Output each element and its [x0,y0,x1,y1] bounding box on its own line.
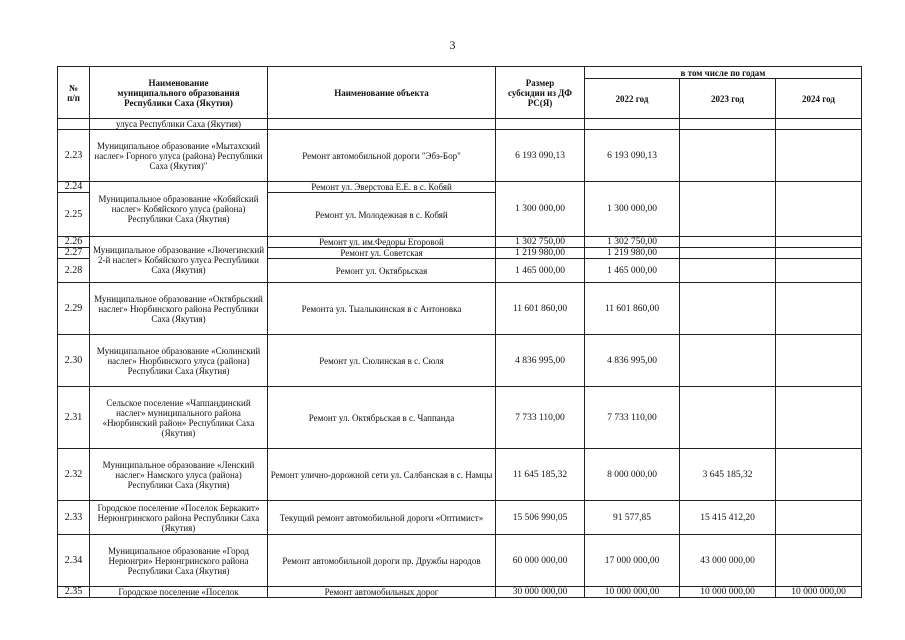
row-number: 2.33 [58,501,90,535]
object-cell: Ремонт ул. Октябрьская в с. Чаппанда [268,387,496,449]
object-cell: Ремонт ул. Молодежная в с. Кобяй [268,193,496,237]
row-number: 2.27 [58,248,90,259]
year-2023-cell [680,283,776,335]
table-row [58,182,862,193]
object-cell: Ремонт улично-дорожной сети ул. Салбанская в с. Намцы [268,449,496,501]
year-2024-cell [776,237,862,248]
year-2023-cell [680,259,776,283]
subsidy-total-cell: 1 300 000,00 [496,182,585,237]
year-2024-cell [776,535,862,587]
object-cell: Ремонт автомобильной дороги "Эбэ-Бор" [268,130,496,182]
year-2022-cell: 17 000 000,00 [585,535,680,587]
object-cell: Текущий ремонт автомобильной дороги «Оптимист» [268,501,496,535]
header-2023: 2023 год [680,79,776,119]
subsidy-total-cell: 4 836 995,00 [496,335,585,387]
header-municipality: Наименование муниципального образования Республики Саха (Якутия) [90,67,268,119]
year-2024-cell [776,182,862,237]
object-cell: Ремонт автомобильной дороги пр. Дружбы народов [268,535,496,587]
header-2022: 2022 год [585,79,680,119]
year-2023-cell [680,130,776,182]
object-cell: Ремонт ул. Октябрьская [268,259,496,283]
municipality-cell: Муниципальное образование «Сюлинский наслег» Нюрбинского улуса (района) Республики Саха (Якутия) [90,335,268,387]
municipality-cell: Муниципальное образование «Мытахский наслег» Горного улуса (района) Республики Саха (Якутия)" [90,130,268,182]
year-2022-cell: 1 219 980,00 [585,248,680,259]
header-subsidy: Размер субсидии из ДФ РС(Я) [496,67,585,119]
year-2023-cell: 15 415 412,20 [680,501,776,535]
municipality-cell: Муниципальное образование «Город Нерюнгри» Нерюнгринского района Республики Саха (Якутия) [90,535,268,587]
year-2022-cell: 10 000 000,00 [585,587,680,598]
subsidy-total-cell: 7 733 110,00 [496,387,585,449]
year-2023-cell [680,248,776,259]
header-2024: 2024 год [776,79,862,119]
object-cell: Ремонт ул. Сюлинская в с. Сюля [268,335,496,387]
table-row [58,387,862,449]
table-row [58,501,862,535]
municipality-cell: улуса Республики Саха (Якутия) [90,119,268,130]
table-row [58,237,862,248]
subsidy-total-cell: 11 645 185,32 [496,449,585,501]
year-2023-cell: 3 645 185,32 [680,449,776,501]
year-2022-cell: 8 000 000,00 [585,449,680,501]
row-number: 2.26 [58,237,90,248]
row-number: 2.23 [58,130,90,182]
subsidy-total-cell: 15 506 990,05 [496,501,585,535]
year-2023-cell [680,182,776,237]
year-2024-cell [776,501,862,535]
object-cell [268,119,496,130]
row-number: 2.24 [58,182,90,193]
municipality-cell: Муниципальное образование «Кобяйский наслег» Кобяйского улуса (района) Республики Саха (Якутия) [90,182,268,237]
year-2024-cell: 10 000 000,00 [776,587,862,598]
row-number: 2.30 [58,335,90,387]
subsidy-total-cell: 1 465 000,00 [496,259,585,283]
object-cell: Ремонт автомобильных дорог [268,587,496,598]
year-2022-cell: 1 302 750,00 [585,237,680,248]
table-row [58,335,862,387]
header-by-years: в том числе по годам [585,67,862,79]
subsidy-total-cell: 1 219 980,00 [496,248,585,259]
year-2022-cell [585,119,680,130]
year-2024-cell [776,449,862,501]
year-2023-cell [680,387,776,449]
year-2023-cell: 10 000 000,00 [680,587,776,598]
row-number: 2.29 [58,283,90,335]
year-2022-cell: 7 733 110,00 [585,387,680,449]
subsidy-total-cell: 30 000 000,00 [496,587,585,598]
table-row [58,587,862,598]
object-cell: Ремонт ул. им.Федоры Егоровой [268,237,496,248]
object-cell: Ремонт ул. Советская [268,248,496,259]
year-2024-cell [776,283,862,335]
header-num: № п/п [58,67,90,119]
year-2024-cell [776,130,862,182]
year-2022-cell: 91 577,85 [585,501,680,535]
row-number: 2.34 [58,535,90,587]
year-2022-cell: 1 300 000,00 [585,182,680,237]
year-2022-cell: 1 465 000,00 [585,259,680,283]
table-row [58,119,862,130]
year-2024-cell [776,335,862,387]
subsidy-total-cell: 60 000 000,00 [496,535,585,587]
municipality-cell: Городское поселение «Поселок [90,587,268,598]
municipality-cell: Муниципальное образование «Октябрьский наслег» Нюрбинского района Республики Саха (Якутия) [90,283,268,335]
year-2023-cell: 43 000 000,00 [680,535,776,587]
row-number: 2.31 [58,387,90,449]
table-row [58,283,862,335]
row-number: 2.25 [58,193,90,237]
municipality-cell: Муниципальное образование «Лючегинский 2-й наслег» Кобяйского улуса Республики Саха (Якутия) [90,237,268,283]
row-number: 2.28 [58,259,90,283]
year-2024-cell [776,119,862,130]
row-number [58,119,90,130]
subsidy-total-cell: 6 193 090,13 [496,130,585,182]
table-row [58,535,862,587]
year-2024-cell [776,248,862,259]
subsidy-total-cell: 11 601 860,00 [496,283,585,335]
municipality-cell: Городское поселение «Поселок Беркакит» Нерюнгринского района Республики Саха (Якутия) [90,501,268,535]
year-2023-cell [680,237,776,248]
table-row [58,130,862,182]
year-2022-cell: 6 193 090,13 [585,130,680,182]
year-2022-cell: 4 836 995,00 [585,335,680,387]
object-cell: Ремонта ул. Тыалыкинская в с Антоновка [268,283,496,335]
municipality-cell: Сельское поселение «Чаппандинский наслег» муниципального района «Нюрбинский район» Республики Саха (Якутия) [90,387,268,449]
year-2024-cell [776,259,862,283]
year-2024-cell [776,387,862,449]
year-2023-cell [680,335,776,387]
year-2023-cell [680,119,776,130]
object-cell: Ремонт ул. Эверстова Е.Е. в с. Кобяй [268,182,496,193]
municipality-cell: Муниципальное образование «Ленский наслег» Намского улуса (района) Республики Саха (Якутия) [90,449,268,501]
subsidy-table [57,66,862,598]
header-object: Наименование объекта [268,67,496,119]
year-2022-cell: 11 601 860,00 [585,283,680,335]
subsidy-total-cell [496,119,585,130]
table-row [58,449,862,501]
row-number: 2.35 [58,587,90,598]
row-number: 2.32 [58,449,90,501]
subsidy-total-cell: 1 302 750,00 [496,237,585,248]
page-number: 3 [449,38,456,52]
